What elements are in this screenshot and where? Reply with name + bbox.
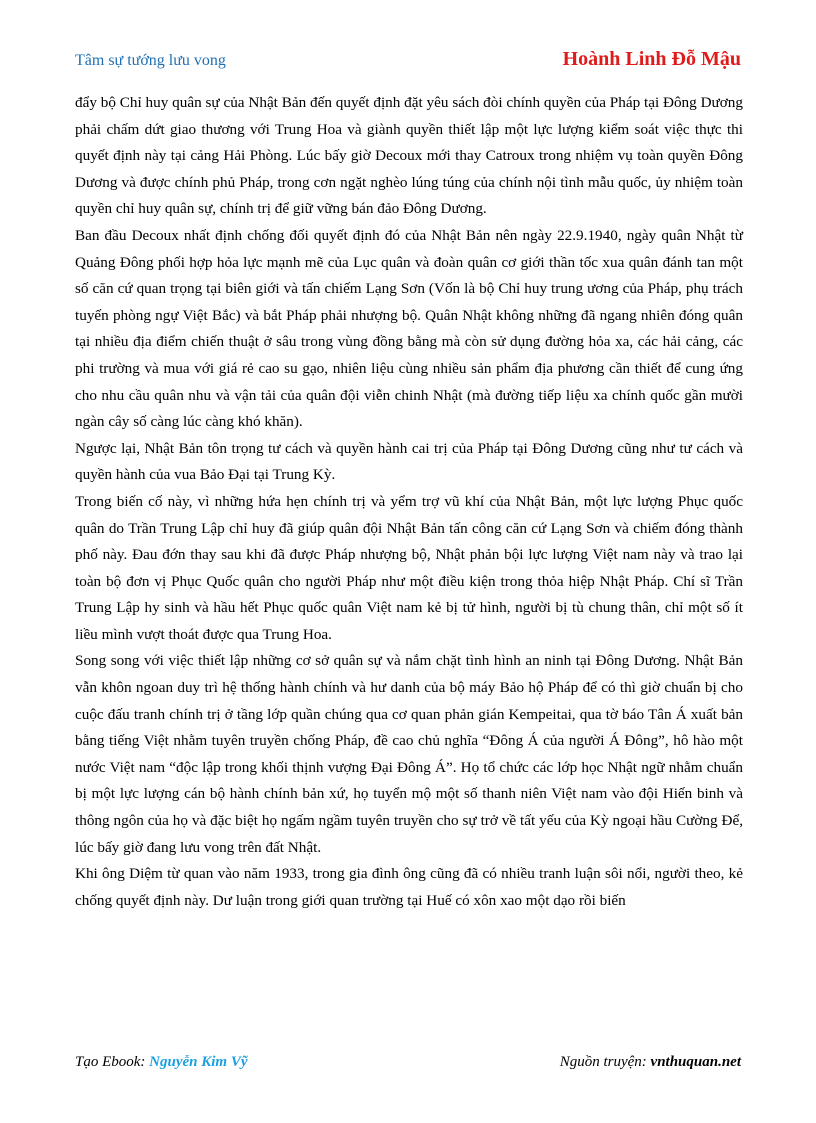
author-name: Hoành Linh Đỗ Mậu (562, 48, 741, 70)
paragraph: Trong biến cố này, vì những hứa hẹn chính trị và yểm trợ vũ khí của Nhật Bản, một lực lượng Phục quốc quân do Trần Trung Lập chỉ huy đã giúp quân đội Nhật Bản tấn công căn cứ Lạng Sơn và chiếm đóng thành phố này. Đau đớn thay sau khi đã được Pháp nhượng bộ, Nhật phản bội lực lượng Việt nam này và trao lại toàn bộ đơn vị Phục Quốc quân cho người Pháp như một điều kiện trong thỏa hiệp Nhật Pháp. Chí sĩ Trần Trung Lập hy sinh và hầu hết Phục quốc quân Việt nam kẻ bị tử hình, người bị tù chung thân, chỉ một số ít liều mình vượt thoát được qua Trung Hoa. (75, 492, 743, 643)
source-separator: : (641, 1054, 651, 1070)
ebook-separator: : (140, 1054, 150, 1070)
paragraph: đẩy bộ Chỉ huy quân sự của Nhật Bản đến quyết định đặt yêu sách đòi chính quyền của Pháp tại Đông Dương phải chấm dứt giao thương với Trung Hoa và giành quyền thiết lập một lực lượng kiểm soát việc thực thi quyết định này tại cảng Hải Phòng. Lúc bấy giờ Decoux mới thay Catroux trong nhiệm vụ toàn quyền Đông Dương và được chính phủ Pháp, trong cơn ngặt nghèo lúng túng của chính nội tình mẫu quốc, ủy nhiệm toàn quyền chỉ huy quân sự, chính trị để giữ vững bán đảo Đông Dương. (75, 94, 743, 218)
page-footer (75, 1054, 741, 1076)
page-header (75, 48, 741, 78)
paragraph: Khi ông Diệm từ quan vào năm 1933, trong gia đình ông cũng đã có nhiều tranh luận sôi nổi, người theo, kẻ chống quyết định này. Dư luận trong giới quan trường tại Huế có xôn xao một dạo rồi biến (75, 865, 743, 909)
source-site[interactable]: vnthuquan.net (650, 1054, 741, 1070)
source-credit (560, 1054, 741, 1071)
paragraph: Song song với việc thiết lập những cơ sở quân sự và nắm chặt tình hình an ninh tại Đông Dương. Nhật Bản vẫn khôn ngoan duy trì hệ thống hành chính và hư danh của bộ máy Bảo hộ Pháp để có thì giờ chuẩn bị cho cuộc đấu tranh chính trị ở tầng lớp quần chúng qua cơ quan phản gián Kempeitai, qua tờ báo Tân Á xuất bản bằng tiếng Việt nhằm tuyên truyền chống Pháp, đề cao chủ nghĩa “Đông Á của người Á Đông”, hô hào một nước Việt nam “độc lập trong khối thịnh vượng Đại Đông Á”. Họ tổ chức các lớp học Nhật ngữ nhằm chuẩn bị một lực lượng cán bộ hành chính bản xứ, họ tuyển mộ một số thanh niên Việt nam vào đội Hiến binh và thông ngôn của họ và đặc biệt họ ngấm ngầm tuyên truyền cho sự trở về tất yếu của Kỳ ngoại hầu Cường Để, lúc bấy giờ đang lưu vong trên đất Nhật. (75, 652, 743, 856)
book-title: Tâm sự tướng lưu vong (75, 52, 226, 69)
source-label: Nguồn truyện (559, 1054, 642, 1070)
ebook-creator: Nguyễn Kim Vỹ (149, 1054, 248, 1070)
ebook-credit (75, 1054, 248, 1071)
page-body (75, 90, 743, 914)
paragraph: Ngược lại, Nhật Bản tôn trọng tư cách và quyền hành cai trị của Pháp tại Đông Dương cũng như tư cách và quyền hành của vua Bảo Đại tại Trung Kỳ. (75, 439, 743, 484)
paragraph: Ban đầu Decoux nhất định chống đối quyết định đó của Nhật Bản nên ngày 22.9.1940, ngày quân Nhật từ Quảng Đông phối hợp hỏa lực mạnh mẽ của Lục quân và đoàn quân cơ giới thần tốc xua quân đánh tan một số căn cứ quan trọng tại biên giới và tấn chiếm Lạng Sơn (Vốn là bộ Chỉ huy trung ương của Pháp, phụ trách tuyến phòng ngự Việt Bắc) và bắt Pháp phải nhượng bộ. Quân Nhật không những đã ngang nhiên đóng quân tại nhiều địa điểm chiến thuật ở sâu trong vùng đồng bằng mà còn sử dụng đường hỏa xa, các hải cảng, các phi trường và mua với giá rẻ cao su gạo, nhiên liệu cùng nhiều sản phẩm địa phương cần thiết để cung ứng cho nhu cầu quân nhu và vận tải của quân đội viễn chinh Nhật (mà đường tiếp liệu xa chính quốc gần mười ngàn cây số càng lúc càng khó khăn). (75, 226, 743, 431)
ebook-label: Tạo Ebook (75, 1054, 141, 1070)
